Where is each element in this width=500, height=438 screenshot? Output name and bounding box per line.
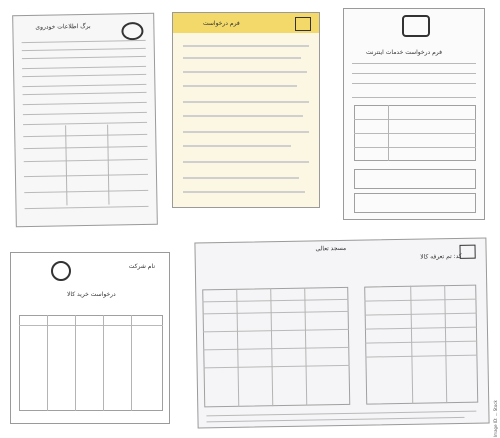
- document-thumbnail-1[interactable]: [12, 13, 158, 227]
- document-thumbnail-2[interactable]: [172, 12, 320, 208]
- document-header: مسجد تعالی: [315, 244, 347, 253]
- text-area: [354, 193, 476, 213]
- text-area: [354, 169, 476, 189]
- globe-icon: [51, 261, 71, 281]
- document-subheader: درخواست خرید کالا: [67, 291, 116, 298]
- logo-icon: [402, 15, 430, 37]
- document-header: نام شرکت: [128, 263, 155, 270]
- logo-icon: [459, 245, 475, 259]
- document-thumbnail-5[interactable]: [194, 237, 489, 428]
- document-header: برگ اطلاعات خودروی: [35, 22, 91, 31]
- document-header: فرم درخواست: [203, 20, 240, 27]
- document-header: فرم درخواست خدمات اینترنت: [366, 49, 442, 56]
- logo-icon: [295, 17, 311, 31]
- items-table: [19, 315, 163, 411]
- document-subheader: کد: تم تعرفه کالا: [420, 252, 462, 261]
- watermark-text: Image ID: ... Stock: [493, 400, 498, 437]
- logo-icon: [121, 22, 143, 40]
- document-thumbnail-3[interactable]: [343, 8, 485, 220]
- document-thumbnail-4[interactable]: [10, 252, 170, 424]
- side-table: [364, 285, 478, 405]
